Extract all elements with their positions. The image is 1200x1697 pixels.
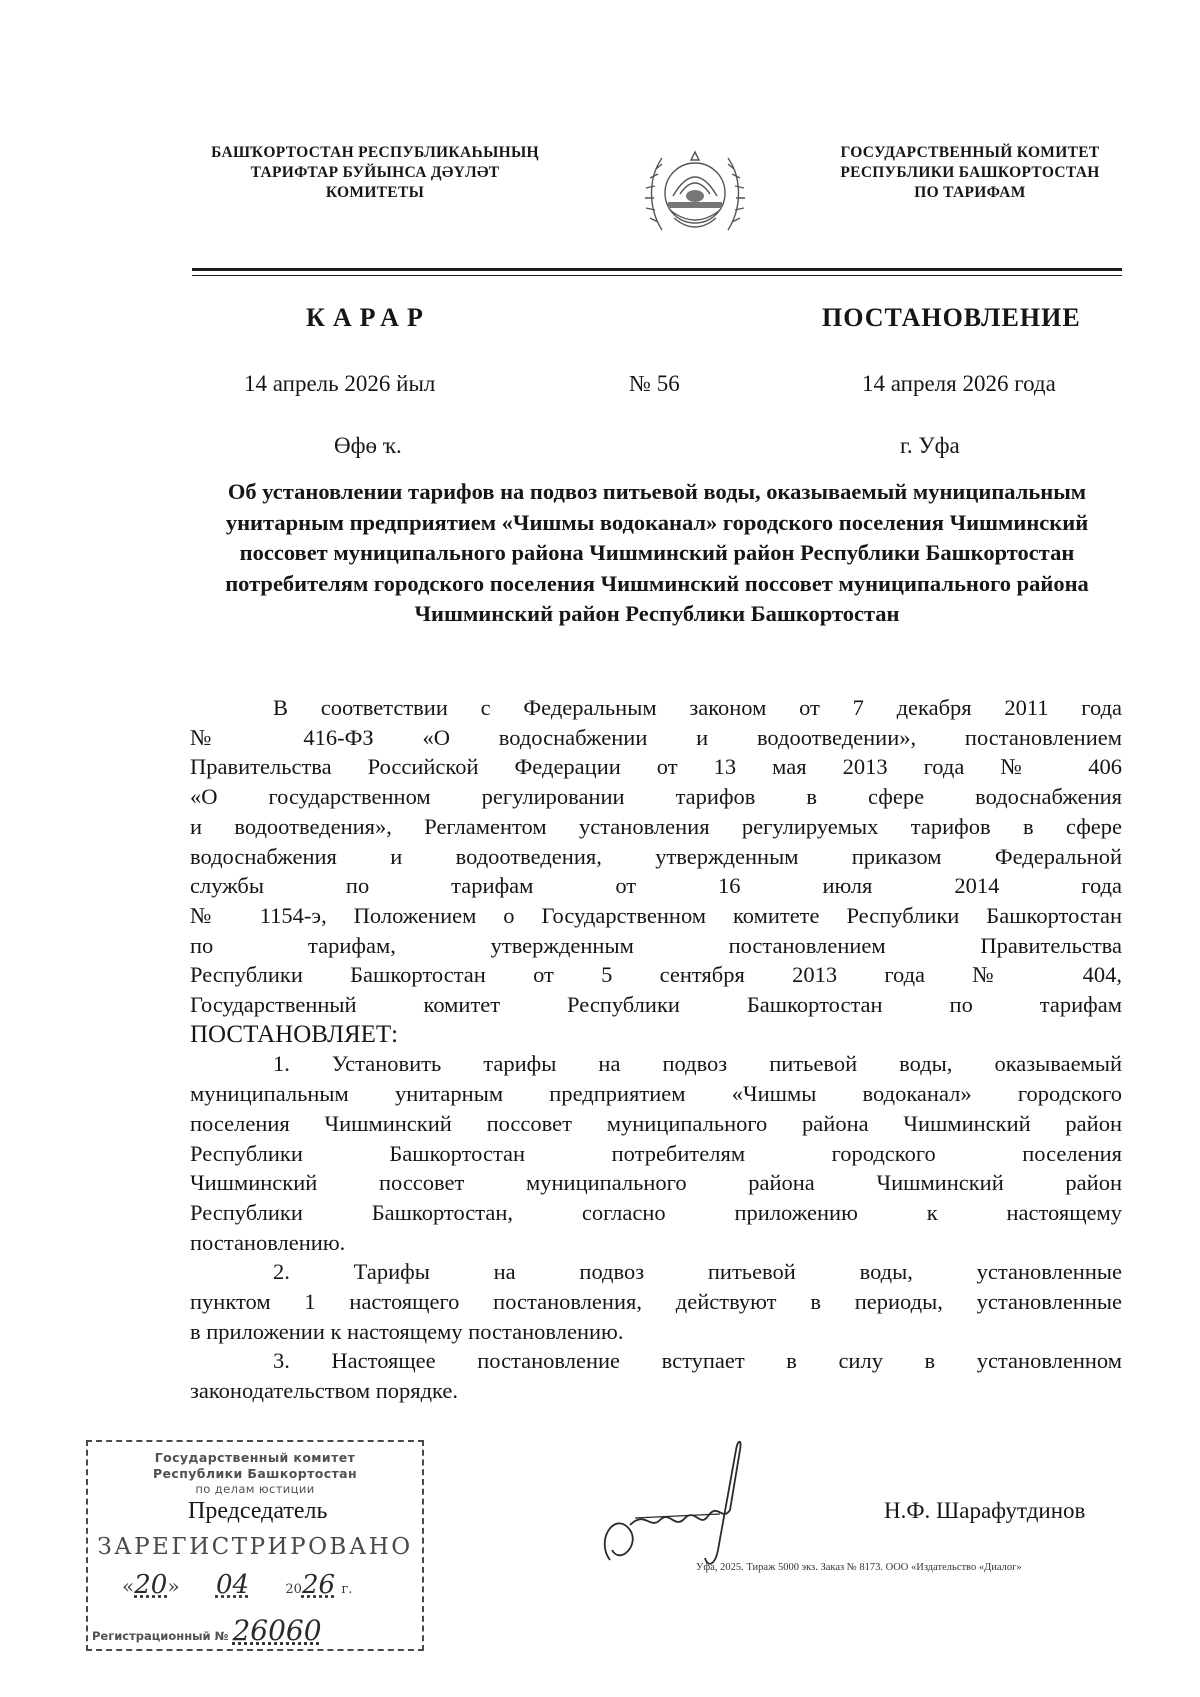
body-line: Республики Башкортостан от 5 сентября 2013 года № 404, [190, 962, 1122, 988]
header-left-line: БАШҠОРТОСТАН РЕСПУБЛИКАҺЫНЫҢ [211, 144, 539, 161]
doc-kind-bashkir: КАРАР [306, 303, 431, 332]
header-left-block [150, 143, 600, 203]
body-line: № 1154-э, Положением о Государственном комитете Республики Башкортостан [190, 902, 1122, 928]
item2-line: в приложении к настоящему постановлению. [190, 1318, 624, 1344]
item1-line: муниципальным унитарным предприятием «Чишмы водоканал» городского [190, 1081, 1122, 1107]
item3-line: 3. Настоящее постановление вступает в силу в установленном [273, 1348, 1122, 1374]
stamp-year-prefix: 20 [285, 1582, 302, 1597]
body-line: водоснабжения и водоотведения, утвержденным приказом Федеральной [190, 843, 1122, 869]
stamp-date: «20» 04 2026 г. [122, 1570, 353, 1600]
signatory-name: Н.Ф. Шарафутдинов [884, 1498, 1086, 1523]
item1-line: Республики Башкортостан потребителям городского поселения [190, 1140, 1122, 1166]
stamp-line: Государственный комитет [154, 1450, 356, 1465]
stamp-line: по делам юстиции [195, 1482, 315, 1496]
header-left-line: ТАРИФТАР БУЙЫНСА ДӘҮЛӘТ [250, 164, 500, 181]
item2-line: пунктом 1 настоящего постановления, действуют в периоды, установленные [190, 1289, 1122, 1315]
document-title: Об установлении тарифов на подвоз питьевой воды, оказываемый муниципальным унитарным предприятием «Чишмы водоканал» городского поселения Чишминский поссовет муниципального района Чишминский район Республики Башкортостан потребителям городского поселения Чишминский поссовет муниципального района Чишминский район Республики Башкортостан [225, 479, 1089, 626]
registration-stamp [86, 1440, 424, 1651]
stamp-registered: ЗАРЕГИСТРИРОВАНО [97, 1534, 413, 1560]
stamp-month: 04 [215, 1570, 250, 1600]
body-line: и водоотведения», Регламентом установления регулируемых тарифов в сфере [190, 813, 1122, 839]
date-russian: 14 апреля 2026 года [862, 371, 1056, 396]
item1-line: постановлению. [190, 1229, 346, 1255]
stamp-day: 20 [134, 1570, 168, 1600]
stamp-reg-label: Регистрационный № [92, 1629, 229, 1643]
signatory-title: Председатель [188, 1498, 328, 1524]
coat-of-arms-emblem [640, 138, 750, 248]
item1-line: Чишминский поссовет муниципального района Чишминский район [190, 1170, 1122, 1196]
body-line: Государственный комитет Республики Башкортостан по тарифам [190, 992, 1122, 1018]
item1-line: Республики Башкортостан, согласно приложению к настоящему [190, 1199, 1122, 1225]
header-right-line: ГОСУДАРСТВЕННЫЙ КОМИТЕТ [840, 144, 1100, 161]
handwritten-signature [590, 1430, 760, 1580]
item2-line: 2. Тарифы на подвоз питьевой воды, установленные [273, 1259, 1122, 1285]
place-russian: г. Уфа [900, 433, 960, 458]
item1-line: поселения Чишминский поссовет муниципального района Чишминский район [190, 1110, 1122, 1136]
header-left-line: КОМИТЕТЫ [325, 184, 425, 201]
header-right-line: ПО ТАРИФАМ [914, 184, 1026, 201]
item3-line: законодательством порядке. [190, 1378, 459, 1404]
date-bashkir: 14 апрель 2026 йыл [244, 371, 436, 396]
document-number: № 56 [629, 371, 680, 396]
stamp-year-end: г. [341, 1582, 353, 1597]
header-rule-thin [192, 275, 1122, 276]
stamp-line: Республики Башкортостан [152, 1466, 358, 1481]
header-right-line: РЕСПУБЛИКИ БАШКОРТОСТАН [840, 164, 1100, 181]
stamp-year-suffix: 26 [301, 1570, 336, 1600]
body-line: «О государственном регулировании тарифов в сфере водоснабжения [190, 784, 1122, 810]
body-line: службы по тарифам от 16 июля 2014 года [190, 873, 1122, 899]
doc-kind-russian: ПОСТАНОВЛЕНИЕ [822, 303, 1081, 332]
body-line: Правительства Российской Федерации от 13 мая 2013 года № 406 [190, 754, 1122, 780]
place-bashkir: Өфө ҡ. [334, 433, 402, 458]
item1-line: 1. Установить тарифы на подвоз питьевой воды, оказываемый [273, 1051, 1122, 1077]
header-right-block [780, 143, 1160, 203]
stamp-reg-number: 26060 [232, 1614, 322, 1647]
body-line: по тарифам, утвержденным постановлением Правительства [190, 932, 1122, 958]
resolves-word: ПОСТАНОВЛЯЕТ: [190, 1020, 399, 1048]
document-body [190, 693, 1122, 1406]
stamp-registration-number [92, 1614, 322, 1647]
body-line: В соответствии с Федеральным законом от 7 декабря 2011 года [273, 695, 1122, 720]
print-imprint: Уфа, 2025. Тираж 5000 экз. Заказ № 8173. ООО «Издательство «Диалог» [696, 1562, 1022, 1573]
body-line: № 416-ФЗ «О водоснабжении и водоотведении», постановлением [190, 724, 1122, 750]
header-rule-thick [192, 268, 1122, 271]
